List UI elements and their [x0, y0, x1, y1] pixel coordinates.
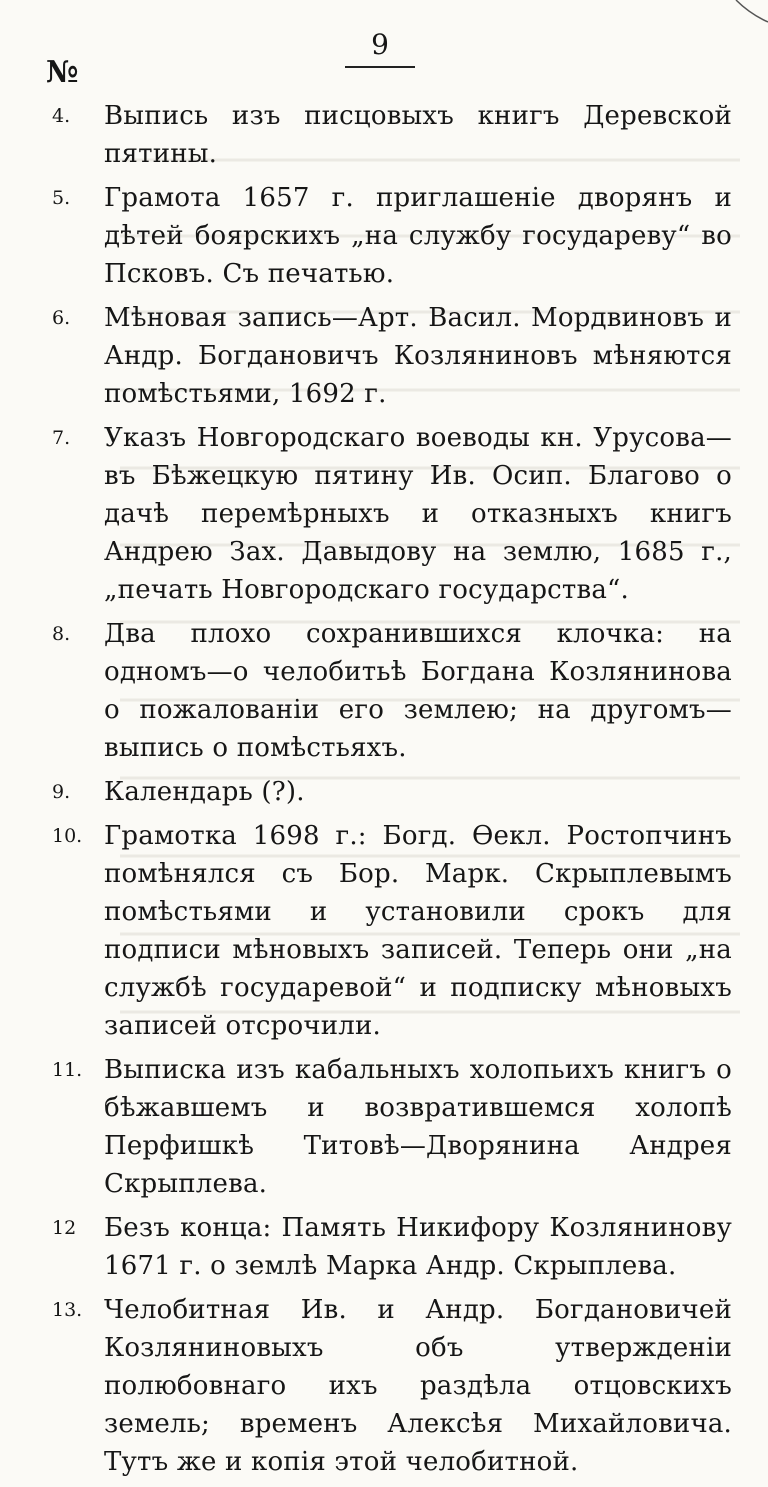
entry-text: Выписка изъ кабальныхъ холопьихъ книгъ о бѣжавшемъ и возвратившемся холопѣ Перфишкѣ Титовѣ—Дворянина Андрея Скрыплева.: [104, 1055, 732, 1199]
entry-list: [52, 97, 732, 1487]
entry-number: 9.: [52, 781, 71, 803]
entry-number: 12: [52, 1217, 77, 1239]
entry-text: Выпись изъ писцовыхъ книгъ Деревской пятины.: [104, 101, 732, 169]
entry-number: 13.: [52, 1299, 83, 1321]
page-corner-fold: [728, 0, 768, 30]
list-item: [52, 419, 732, 609]
list-item: [52, 299, 732, 413]
entry-number: 10.: [52, 825, 83, 847]
entry-text: Мѣновая запись—Арт. Васил. Мордвиновъ и Андр. Богдановичъ Козляниновъ мѣняются помѣстьями, 1692 г.: [104, 303, 732, 409]
list-item: [52, 773, 732, 811]
page-number: 9: [371, 28, 389, 61]
list-item: [52, 817, 732, 1045]
list-item: [52, 1051, 732, 1203]
entry-text: Календарь (?).: [104, 777, 305, 807]
list-item: [52, 97, 732, 173]
entry-number: 5.: [52, 187, 71, 209]
list-item: [52, 179, 732, 293]
entry-text: Грамотка 1698 г.: Богд. Ѳекл. Ростопчинъ помѣнялся съ Бор. Марк. Скрыплевымъ помѣстьями и установили срокъ для подписи мѣновыхъ записей. Теперь они „на службѣ государевой“ и подписку мѣновыхъ записей отсрочили.: [104, 821, 732, 1041]
list-item: [52, 1291, 732, 1481]
entry-text: Грамота 1657 г. приглашеніе дворянъ и дѣтей боярскихъ „на службу государеву“ во Псковъ. Съ печатью.: [104, 183, 732, 289]
list-item: [52, 1209, 732, 1285]
entry-number: 8.: [52, 623, 71, 645]
entry-number: 11.: [52, 1059, 83, 1081]
entry-text: Безъ конца: Память Никифору Козлянинову 1671 г. о землѣ Марка Андр. Скрыплева.: [104, 1213, 732, 1281]
page-number-rule: [345, 66, 415, 68]
entry-text: Указъ Новгородскаго воеводы кн. Урусова—въ Бѣжецкую пятину Ив. Осип. Благово о дачѣ перемѣрныхъ и отказныхъ книгъ Андрею Зах. Давыдову на землю, 1685 г., „печать Новгородскаго государства“.: [104, 423, 732, 605]
numero-sign: №: [46, 55, 79, 90]
entry-number: 7.: [52, 427, 71, 449]
entry-number: 6.: [52, 307, 71, 329]
entry-text: Два плохо сохранившихся клочка: на одномъ—о челобитьѣ Богдана Козлянинова о пожалованіи его землею; на другомъ—выпись о помѣстьяхъ.: [104, 619, 732, 763]
list-item: [52, 615, 732, 767]
entry-number: 4.: [52, 105, 71, 127]
entry-text: Челобитная Ив. и Андр. Богдановичей Козляниновыхъ объ утвержденіи полюбовнаго ихъ раздѣла отцовскихъ земель; временъ Алексѣя Михайловича. Тутъ же и копія этой челобитной.: [104, 1295, 732, 1477]
